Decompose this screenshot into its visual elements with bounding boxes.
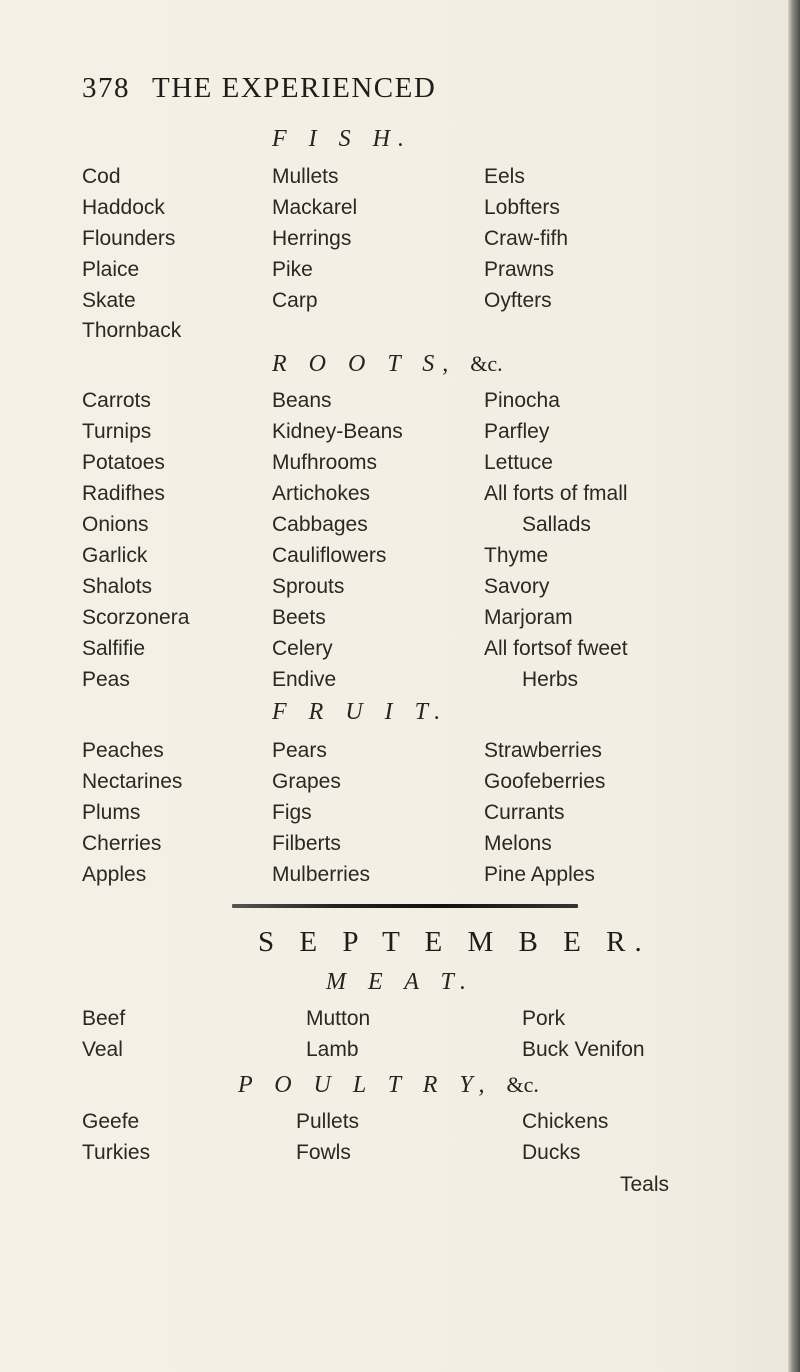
roots-item: Turnips bbox=[82, 420, 152, 443]
roots-item: Shalots bbox=[82, 575, 153, 598]
roots-item: Pinocha bbox=[484, 389, 560, 412]
page-number: 378 bbox=[82, 72, 130, 104]
fish-item: Flounders bbox=[82, 227, 176, 250]
fish-item: Haddock bbox=[82, 196, 165, 219]
roots-heading bbox=[272, 351, 503, 378]
roots-item: Potatoes bbox=[82, 451, 165, 474]
fish-item: Thornback bbox=[82, 319, 182, 342]
roots-item: Salfifie bbox=[82, 637, 146, 660]
meat-item: Mutton bbox=[306, 1007, 371, 1030]
fish-item: Herrings bbox=[272, 227, 352, 250]
roots-item: Cabbages bbox=[272, 513, 368, 536]
fruit-item: Melons bbox=[484, 832, 552, 855]
roots-item: Carrots bbox=[82, 389, 151, 412]
fruit-item: Peaches bbox=[82, 739, 164, 762]
fish-item: Eels bbox=[484, 165, 525, 188]
roots-item: All fortsof fweet bbox=[484, 637, 628, 660]
poultry-item: Pullets bbox=[296, 1110, 360, 1133]
meat-heading: M E A T. bbox=[326, 969, 475, 995]
fish-item: Prawns bbox=[484, 258, 555, 281]
roots-item: Thyme bbox=[484, 544, 549, 567]
poultry-item: Chickens bbox=[522, 1110, 609, 1133]
running-title: THE EXPERIENCED bbox=[152, 72, 437, 104]
meat-item: Buck Venifon bbox=[522, 1038, 645, 1061]
roots-item: Peas bbox=[82, 668, 130, 691]
meat-item: Beef bbox=[82, 1007, 126, 1030]
poultry-item: Geefe bbox=[82, 1110, 140, 1133]
poultry-heading-text: P O U L T R Y, bbox=[238, 1072, 493, 1098]
fruit-item: Figs bbox=[272, 801, 312, 824]
fish-heading: F I S H. bbox=[272, 126, 412, 152]
fruit-item: Plums bbox=[82, 801, 141, 824]
roots-item: Artichokes bbox=[272, 482, 371, 505]
roots-item: Savory bbox=[484, 575, 550, 598]
roots-item: Sallads bbox=[522, 513, 591, 536]
fish-item: Oyfters bbox=[484, 289, 552, 312]
fruit-item: Mulberries bbox=[272, 863, 371, 886]
roots-item: Sprouts bbox=[272, 575, 345, 598]
roots-item: Parfley bbox=[484, 420, 550, 443]
poultry-item: Turkies bbox=[82, 1141, 151, 1164]
meat-item: Pork bbox=[522, 1007, 566, 1030]
section-divider bbox=[232, 904, 578, 908]
fruit-heading: F R U I T. bbox=[272, 699, 449, 725]
roots-item: Garlick bbox=[82, 544, 148, 567]
meat-item: Veal bbox=[82, 1038, 123, 1061]
running-head bbox=[82, 72, 436, 105]
roots-item: All forts of fmall bbox=[484, 482, 628, 505]
fish-item: Mullets bbox=[272, 165, 339, 188]
fruit-item: Nectarines bbox=[82, 770, 183, 793]
poultry-item: Teals bbox=[620, 1173, 670, 1196]
roots-heading-suffix: &c. bbox=[470, 351, 503, 376]
roots-item: Marjoram bbox=[484, 606, 573, 629]
roots-item: Herbs bbox=[522, 668, 579, 691]
fish-item: Cod bbox=[82, 165, 121, 188]
month-title: S E P T E M B E R. bbox=[258, 926, 651, 958]
fruit-item: Goofeberries bbox=[484, 770, 606, 793]
roots-item: Radifhes bbox=[82, 482, 165, 505]
roots-item: Lettuce bbox=[484, 451, 553, 474]
fish-item: Pike bbox=[272, 258, 313, 281]
fish-item: Skate bbox=[82, 289, 136, 312]
fish-item: Lobfters bbox=[484, 196, 560, 219]
roots-heading-text: R O O T S, bbox=[272, 351, 457, 377]
fruit-item: Filberts bbox=[272, 832, 341, 855]
roots-item: Onions bbox=[82, 513, 149, 536]
poultry-heading-suffix: &c. bbox=[506, 1072, 539, 1097]
fruit-item: Pine Apples bbox=[484, 863, 595, 886]
page-edge bbox=[788, 0, 800, 1372]
poultry-item: Ducks bbox=[522, 1141, 581, 1164]
meat-item: Lamb bbox=[306, 1038, 359, 1061]
fruit-item: Pears bbox=[272, 739, 327, 762]
roots-item: Beans bbox=[272, 389, 332, 412]
roots-item: Mufhrooms bbox=[272, 451, 378, 474]
roots-item: Endive bbox=[272, 668, 337, 691]
roots-item: Celery bbox=[272, 637, 333, 660]
roots-item: Cauliflowers bbox=[272, 544, 387, 567]
fruit-item: Apples bbox=[82, 863, 147, 886]
fruit-item: Currants bbox=[484, 801, 565, 824]
fish-item: Plaice bbox=[82, 258, 140, 281]
poultry-heading bbox=[238, 1072, 539, 1099]
fruit-item: Cherries bbox=[82, 832, 162, 855]
roots-item: Beets bbox=[272, 606, 326, 629]
roots-item: Kidney-Beans bbox=[272, 420, 403, 443]
fruit-item: Strawberries bbox=[484, 739, 602, 762]
fish-item: Craw-fifh bbox=[484, 227, 569, 250]
fish-item: Mackarel bbox=[272, 196, 358, 219]
fruit-item: Grapes bbox=[272, 770, 341, 793]
roots-item: Scorzonera bbox=[82, 606, 190, 629]
poultry-item: Fowls bbox=[296, 1141, 351, 1164]
fish-item: Carp bbox=[272, 289, 318, 312]
